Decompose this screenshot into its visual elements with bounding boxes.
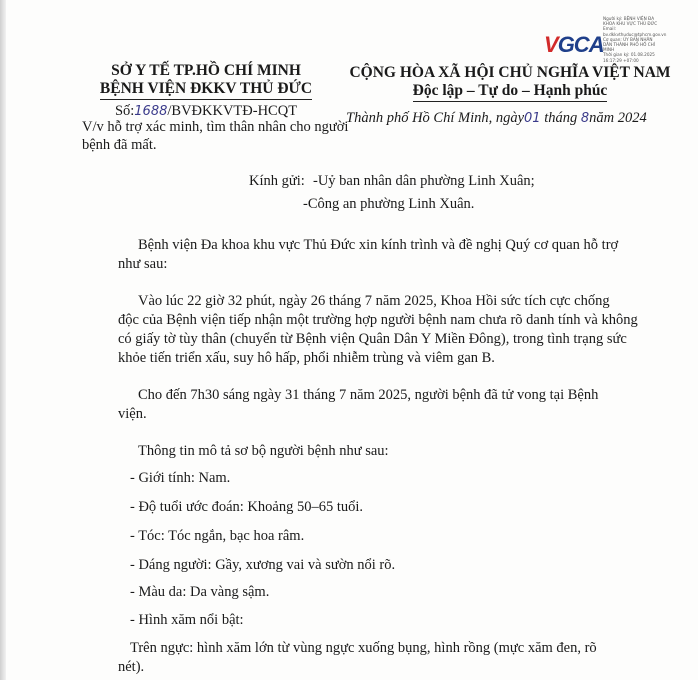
handwritten-month: 8 <box>580 111 590 126</box>
paragraph-line: độc của Bệnh viện tiếp nhận một trường hợp người bệnh nam chưa rõ danh tính và không <box>118 312 638 328</box>
info-item: - Dáng người: Gầy, xương vai và sườn nổi rõ. <box>130 557 396 573</box>
number-suffix: /BVĐKKVTĐ-HCQT <box>167 103 298 119</box>
intro-line: Bệnh viện Đa khoa khu vực Thủ Đức xin kính trình và đề nghị Quý cơ quan hỗ trợ <box>138 237 619 253</box>
recipient-item: -Công an phường Linh Xuân. <box>303 196 475 212</box>
nation-name: CỘNG HÒA XÃ HỘI CHỦ NGHĨA VIỆT NAM <box>349 64 671 81</box>
stamp-line: bv.dkkvthuduc@tphcm.gov.vn <box>603 31 667 37</box>
stamp-line: Người ký: BỆNH VIỆN ĐA <box>603 16 655 21</box>
hospital-name: BỆNH VIỆN ĐKKV THỦ ĐỨC <box>100 80 312 100</box>
vgca-logo: VGCA <box>544 32 604 57</box>
agency-name: SỞ Y TẾ TP.HỒ CHÍ MINH <box>111 62 301 79</box>
info-heading: Thông tin mô tả sơ bộ người bệnh như sau: <box>138 443 389 459</box>
year-suffix: năm 2024 <box>589 110 647 126</box>
paragraph-line: Cho đến 7h30 sáng ngày 31 tháng 7 năm 2025, người bệnh đã tử vong tại Bệnh <box>138 387 599 403</box>
info-item: - Giới tính: Nam. <box>130 470 231 486</box>
stamp-details <box>603 16 689 63</box>
info-item: - Hình xăm nổi bật: <box>130 612 244 628</box>
stamp-line: KHOA KHU VỰC THỦ ĐỨC <box>603 21 658 27</box>
paragraph-line: khỏe tiến triển xấu, suy hô hấp, phổi nhiễm trùng và viêm gan B. <box>118 350 495 366</box>
handwritten-day: 01 <box>524 111 541 126</box>
page-edge-shadow <box>0 0 6 680</box>
tattoo-line: nét). <box>118 659 145 675</box>
tattoo-line: Trên ngực: hình xăm lớn từ vùng ngực xuống bụng, hình rồng (mực xăm đen, rõ <box>130 640 597 656</box>
stamp-line: Email: <box>603 26 617 32</box>
info-item: - Màu da: Da vàng sậm. <box>130 584 270 600</box>
document-subject: V/v hỗ trợ xác minh, tìm thân nhân cho người bệnh đã mất. <box>82 119 349 153</box>
paragraph-line: Vào lúc 22 giờ 32 phút, ngày 26 tháng 7 năm 2025, Khoa Hồi sức tích cực chống <box>138 293 610 309</box>
stamp-line: MINH <box>603 47 615 53</box>
number-prefix: Số: <box>114 103 135 119</box>
national-header <box>345 64 675 102</box>
paragraph-line: có giấy tờ tùy thân (chuyển từ Bệnh viện Quân Dân Y Miền Đông), trong tình trạng sức <box>118 331 627 347</box>
digital-signature-stamp <box>540 14 690 66</box>
recipients-label: Kính gửi: <box>249 173 305 189</box>
date-prefix: Thành phố Hồ Chí Minh, ngày <box>346 110 525 126</box>
stamp-line: DÂN THÀNH PHỐ HỒ CHÍ <box>603 42 656 48</box>
handwritten-number: 1688 <box>134 104 168 119</box>
stamp-line: Thời gian ký: 01.08.2025 <box>603 52 655 58</box>
intro-line: như sau: <box>118 256 168 272</box>
info-item: - Tóc: Tóc ngắn, bạc hoa râm. <box>130 528 305 544</box>
national-motto: Độc lập – Tự do – Hạnh phúc <box>413 82 608 102</box>
stamp-line: 16:17:29 +07:00 <box>603 57 639 63</box>
info-item: - Độ tuổi ước đoán: Khoảng 50–65 tuổi. <box>130 499 363 515</box>
issuer-header <box>76 62 336 121</box>
paragraph-line: viện. <box>118 406 147 422</box>
stamp-line: Cơ quan: ỦY BAN NHÂN <box>603 36 653 42</box>
document-date <box>346 110 647 127</box>
month-label: tháng <box>544 110 578 126</box>
recipient-item: -Uỷ ban nhân dân phường Linh Xuân; <box>313 173 535 189</box>
